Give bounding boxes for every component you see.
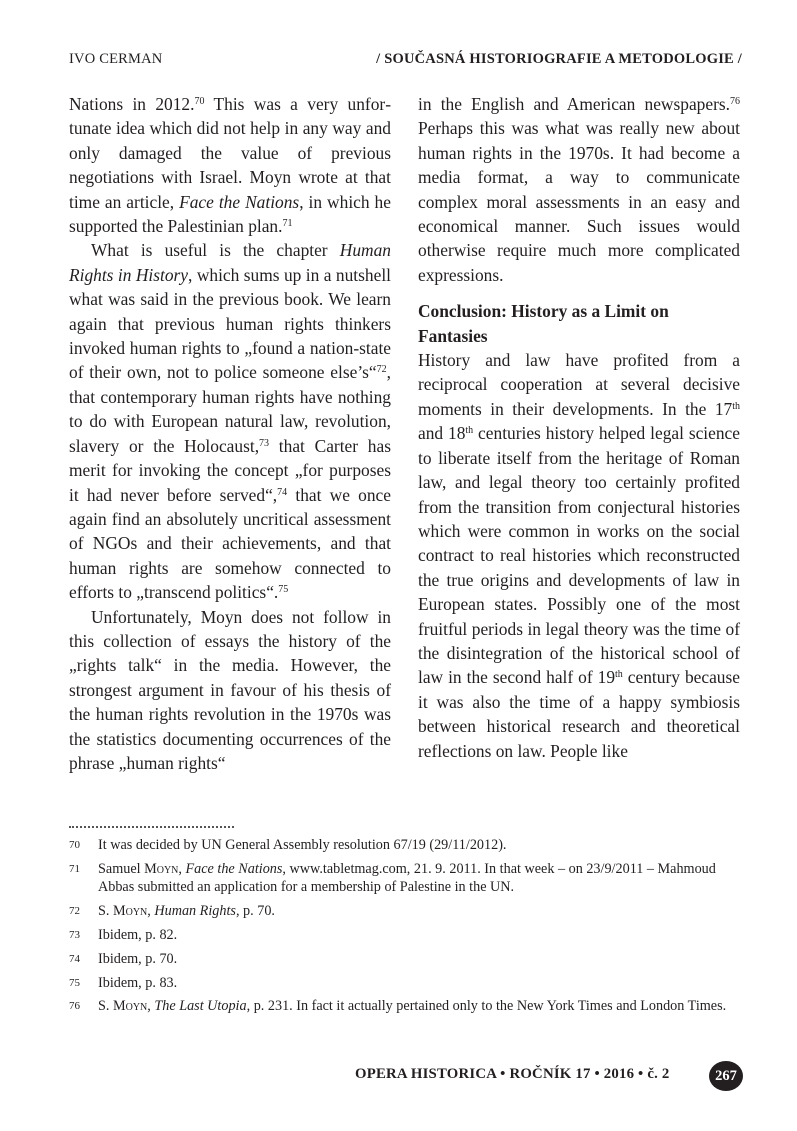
footnote-text: ,: [178, 860, 186, 877]
paragraph-3: Unfortunately, Moyn does not follow in this collection of essays the history of the „rights talk“ in the media. However, the strongest argument in favour of his thesis of the human rights revolution in the 1970s was the statistics documenting occurrences of the phrase „human rights“: [69, 606, 391, 773]
text-run: centuries history helped legal science to liberate itself from the heritage of Roman law, and legal theory too certainly profited from the transition from conjectural histories which were common in works on the social contract to real histories which reconstructed the true origins and developments of law in European states. Possibly one of the most fruitful periods in legal theory was the time of the disintegration of the historical school of law in the second half of 19: [418, 423, 740, 688]
footnote-text: Ibidem, p. 70.: [98, 950, 178, 967]
footnote-70: [69, 836, 741, 855]
text-run: , which sums up in a nutshell what was said in the previous book. We learn again that previous human rights thinkers invoked human rights to „found a nation-state of their own, not to police someone else’s“: [69, 264, 391, 383]
footnote-text: ,: [147, 903, 155, 920]
article-title: Face the Nations: [179, 191, 300, 212]
text-run: that Carter has merit for invoking the concept „for purposes it had never before served“,: [69, 435, 391, 505]
footnote-ref-72: 72: [376, 364, 387, 376]
footnote-number: 74: [69, 952, 80, 965]
ordinal-suffix: th: [615, 669, 623, 681]
footnote-number: 72: [69, 905, 80, 918]
journal-footer: OPERA HISTORICA • ROČNÍK 17 • 2016 • č. 2: [355, 1066, 670, 1082]
footnote-separator: [69, 818, 234, 828]
cited-title: The Last Utopia: [154, 998, 247, 1015]
text-run: in the English and American newspapers.: [418, 94, 730, 114]
text-run: and 18: [418, 423, 466, 444]
author-name: Moyn: [144, 860, 179, 877]
paragraph-4: [418, 92, 740, 287]
text-run: Nations in 2012.: [69, 94, 195, 114]
footnote-text: , p. 70.: [235, 903, 275, 920]
footnote-number: 76: [69, 1000, 80, 1013]
footnote-ref-70: 70: [194, 96, 205, 107]
footnote-ref-71: 71: [282, 218, 293, 230]
text-run: that we once again find an absolutely uncritical assessment of NGOs and their achievements, and that human rights are somehow connected to efforts to „transcend politics“.: [69, 484, 391, 603]
footnote-75: [69, 974, 741, 993]
text-run: What is useful is the chapter: [91, 240, 340, 261]
paragraph-5: [418, 348, 740, 763]
cited-title: Face the Nations: [185, 860, 283, 877]
cited-title: Human Rights: [154, 903, 236, 920]
paragraph-1: [69, 92, 391, 238]
footnote-text: S.: [98, 903, 113, 920]
running-head-section: / SOUČASNÁ HISTORIOGRAFIE A METODOLOGIE /: [376, 51, 742, 67]
footnote-number: 75: [69, 976, 80, 989]
text-run: This was a very unfortunate idea which did not help in any way and only damaged the value of previous negotiations with Israel. Moyn wrote at that time an article,: [69, 94, 391, 212]
footnote-74: [69, 950, 741, 969]
footnote-ref-76: 76: [730, 96, 740, 107]
text-run: century because it was also the time of a happy symbiosis between historical research and theoretical reflections on law. People like: [418, 667, 740, 761]
chapter-title: Human Rights in History: [69, 240, 391, 285]
footnote-ref-74: 74: [277, 486, 288, 498]
footnote-73: [69, 926, 741, 945]
page-number-badge: 267: [709, 1061, 743, 1091]
footnote-number: 73: [69, 928, 80, 941]
text-run: , that contemporary human rights have nothing to do with European natural law, revolution, slavery or the Holocaust,: [69, 362, 391, 456]
running-head-author: IVO CERMAN: [69, 51, 163, 67]
footnote-text: Ibidem, p. 83.: [98, 974, 178, 991]
footnote-ref-73: 73: [259, 437, 270, 449]
footnote-text: , p. 231. In fact it actually pertained only to the New York Times and London Times.: [246, 998, 727, 1015]
footnote-text: , www.tabletmag.com, 21. 9. 2011. In that week – on 23/9/2011 – Mahmoud Abbas submitted an application for a membership of Palestine in the UN.: [98, 860, 716, 896]
footnote-text: S.: [98, 998, 113, 1015]
footnote-text: ,: [147, 998, 155, 1015]
text-run: Perhaps this was what was really new about human rights in the 1970s. It had become a media format, a way to communicate complex moral assessments in an easy and economical manner. Such issues would otherwise require much more complicated expressions.: [418, 118, 740, 285]
footnotes: [69, 836, 741, 1021]
running-head: [69, 51, 742, 71]
footnote-text: Ibidem, p. 82.: [98, 926, 178, 943]
footnote-text: Samuel: [98, 860, 145, 877]
footnote-text: It was decided by UN General Assembly resolution 67/19 (29/11/2012).: [98, 837, 507, 853]
author-name: Moyn: [112, 903, 148, 920]
footnote-number: 70: [69, 839, 80, 851]
right-column: [418, 92, 740, 763]
footnote-76: [69, 997, 741, 1016]
footnote-71: [69, 860, 741, 897]
left-column: [69, 92, 391, 775]
footnote-number: 71: [69, 862, 80, 875]
author-name: Moyn: [112, 998, 148, 1015]
ordinal-suffix: th: [732, 400, 740, 412]
ordinal-suffix: th: [465, 425, 474, 437]
footnote-72: [69, 902, 741, 921]
footnote-ref-75: 75: [278, 584, 289, 596]
paragraph-2: [69, 238, 391, 604]
text-run: , in which he supported the Palestinian plan.: [69, 191, 391, 237]
section-heading: Conclusion: History as a Limit on Fantasies: [418, 301, 669, 346]
text-run: History and law have profited from a reciprocal cooperation at several decisive moments in their developments. In the 17: [418, 350, 740, 419]
